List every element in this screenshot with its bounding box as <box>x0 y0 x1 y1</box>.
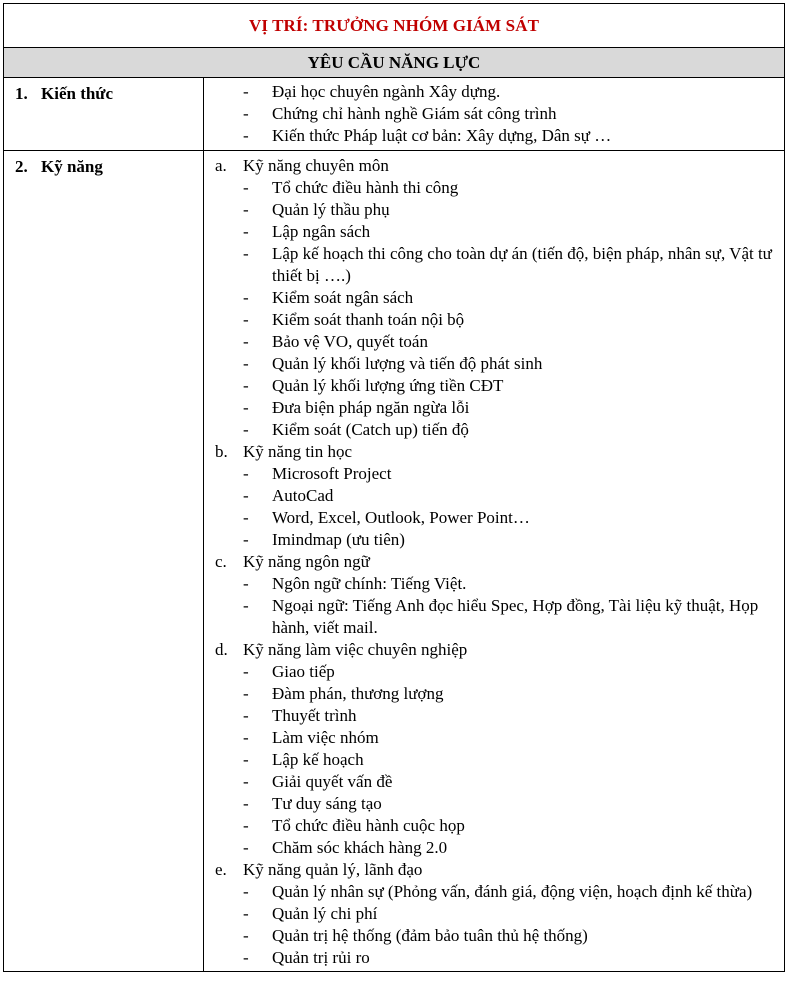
skill-section <box>204 859 784 969</box>
list-item-text: AutoCad <box>272 486 334 505</box>
list-item-text: Quản lý nhân sự (Phỏng vấn, đánh giá, động viện, hoạch định kế thừa) <box>272 882 753 901</box>
dash-bullet-icon: - <box>243 288 249 307</box>
list-item-text: Kiểm soát ngân sách <box>272 288 414 307</box>
list-item <box>204 573 784 595</box>
list-item <box>204 287 784 309</box>
list-item-text: Giải quyết vấn đề <box>272 772 393 791</box>
row-label-text: Kỹ năng <box>41 157 103 176</box>
skill-section-heading: d. Kỹ năng làm việc chuyên nghiệp <box>215 640 468 659</box>
dash-bullet-icon: - <box>243 772 249 791</box>
list-item-text: Đàm phán, thương lượng <box>272 684 444 703</box>
row-content <box>204 151 785 972</box>
list-item <box>204 837 784 859</box>
dash-bullet-icon: - <box>243 222 249 241</box>
list-item <box>204 903 784 925</box>
list-item-text: Lập kế hoạch thi công cho toàn dự án (tiến độ, biện pháp, nhân sự, Vật tư thiết bị ….) <box>272 244 772 285</box>
list-item <box>204 881 784 903</box>
dash-bullet-icon: - <box>243 508 249 527</box>
list-item <box>204 419 784 441</box>
list-item <box>204 793 784 815</box>
list-item-text: Microsoft Project <box>272 464 392 483</box>
dash-bullet-icon: - <box>243 82 249 101</box>
table-row <box>4 151 785 972</box>
list-item-text: Tư duy sáng tạo <box>272 794 382 813</box>
list-item <box>204 925 784 947</box>
dash-bullet-icon: - <box>243 728 249 747</box>
dash-bullet-icon: - <box>243 948 249 967</box>
list-item-text: Đại học chuyên ngành Xây dựng. <box>272 82 501 101</box>
dash-bullet-icon: - <box>243 126 249 145</box>
table-row <box>4 78 785 151</box>
skill-section <box>204 639 784 859</box>
dash-bullet-icon: - <box>243 178 249 197</box>
list-item-text: Kiểm soát (Catch up) tiến độ <box>272 420 469 439</box>
list-item <box>204 485 784 507</box>
dash-bullet-icon: - <box>243 838 249 857</box>
page-title: VỊ TRÍ: TRƯỞNG NHÓM GIÁM SÁT <box>4 4 785 48</box>
row-number: 1. <box>15 84 28 103</box>
list-item <box>204 947 784 969</box>
dash-bullet-icon: - <box>243 486 249 505</box>
dash-bullet-icon: - <box>243 354 249 373</box>
dash-bullet-icon: - <box>243 398 249 417</box>
list-item <box>204 683 784 705</box>
row-number: 2. <box>15 157 28 176</box>
list-item <box>204 243 784 287</box>
skill-section-heading: e. Kỹ năng quản lý, lãnh đạo <box>215 860 423 879</box>
list-item <box>204 353 784 375</box>
list-item-text: Quản lý khối lượng ứng tiền CĐT <box>272 376 504 395</box>
dash-bullet-icon: - <box>243 926 249 945</box>
list-item <box>204 815 784 837</box>
document <box>3 3 784 972</box>
dash-bullet-icon: - <box>243 662 249 681</box>
dash-bullet-icon: - <box>243 684 249 703</box>
list-item-text: Quản lý chi phí <box>272 904 378 923</box>
list-item <box>204 463 784 485</box>
list-item-text: Bảo vệ VO, quyết toán <box>272 332 428 351</box>
list-item-text: Làm việc nhóm <box>272 728 379 747</box>
list-item <box>204 103 784 125</box>
list-item-text: Tổ chức điều hành cuộc họp <box>272 816 465 835</box>
dash-bullet-icon: - <box>243 750 249 769</box>
dash-bullet-icon: - <box>243 530 249 549</box>
list-item <box>204 397 784 419</box>
dash-bullet-icon: - <box>243 794 249 813</box>
list-item-text: Word, Excel, Outlook, Power Point… <box>272 508 530 527</box>
list-item <box>204 727 784 749</box>
dash-bullet-icon: - <box>243 332 249 351</box>
skill-section-heading: a. Kỹ năng chuyên môn <box>215 156 389 175</box>
list-item <box>204 749 784 771</box>
list-item-text: Imindmap (ưu tiên) <box>272 530 405 549</box>
dash-bullet-icon: - <box>243 376 249 395</box>
list-item-text: Kiến thức Pháp luật cơ bản: Xây dựng, Dân sự … <box>272 126 612 145</box>
list-item-text: Chứng chỉ hành nghề Giám sát công trình <box>272 104 557 123</box>
dash-bullet-icon: - <box>243 420 249 439</box>
list-item-text: Chăm sóc khách hàng 2.0 <box>272 838 448 857</box>
list-item <box>204 661 784 683</box>
list-item-text: Quản trị hệ thống (đảm bảo tuân thủ hệ thống) <box>272 926 588 945</box>
skill-section-heading: b. Kỹ năng tin học <box>215 442 353 461</box>
list-item-text: Ngôn ngữ chính: Tiếng Việt. <box>272 574 467 593</box>
list-item <box>204 331 784 353</box>
skill-section <box>204 551 784 639</box>
list-item <box>204 81 784 103</box>
list-item-text: Đưa biện pháp ngăn ngừa lỗi <box>272 398 470 417</box>
row-label-text: Kiến thức <box>41 84 114 103</box>
dash-bullet-icon: - <box>243 882 249 901</box>
row-content <box>204 78 785 151</box>
dash-bullet-icon: - <box>243 904 249 923</box>
list-item-text: Thuyết trình <box>272 706 357 725</box>
dash-bullet-icon: - <box>243 816 249 835</box>
dash-bullet-icon: - <box>243 200 249 219</box>
list-item-text: Quản lý khối lượng và tiến độ phát sinh <box>272 354 543 373</box>
dash-bullet-icon: - <box>243 706 249 725</box>
list-item-text: Giao tiếp <box>272 662 335 681</box>
list-item-text: Lập kế hoạch <box>272 750 364 769</box>
list-item <box>204 177 784 199</box>
row-label <box>4 78 204 151</box>
list-item <box>204 199 784 221</box>
list-item <box>204 507 784 529</box>
list-item <box>204 529 784 551</box>
list-item-text: Tổ chức điều hành thi công <box>272 178 459 197</box>
list-item <box>204 221 784 243</box>
list-item <box>204 705 784 727</box>
list-item-text: Lập ngân sách <box>272 222 371 241</box>
list-item <box>204 771 784 793</box>
dash-bullet-icon: - <box>243 104 249 123</box>
dash-bullet-icon: - <box>243 574 249 593</box>
dash-bullet-icon: - <box>243 310 249 329</box>
dash-bullet-icon: - <box>243 596 249 615</box>
skill-section-heading: c. Kỹ năng ngôn ngữ <box>215 552 370 571</box>
list-item-text: Quản trị rủi ro <box>272 948 370 967</box>
row-label <box>4 151 204 972</box>
dash-bullet-icon: - <box>243 464 249 483</box>
dash-bullet-icon: - <box>243 244 249 263</box>
list-item <box>204 375 784 397</box>
list-item <box>204 595 784 639</box>
list-item <box>204 309 784 331</box>
list-item <box>204 125 784 147</box>
skill-section <box>204 441 784 551</box>
skill-section <box>204 155 784 441</box>
list-item-text: Ngoại ngữ: Tiếng Anh đọc hiểu Spec, Hợp đồng, Tài liệu kỹ thuật, Họp hành, viết mail. <box>272 596 759 637</box>
list-item-text: Quản lý thầu phụ <box>272 200 390 219</box>
competency-table <box>3 3 785 972</box>
section-heading: YÊU CẦU NĂNG LỰC <box>4 48 785 78</box>
list-item-text: Kiểm soát thanh toán nội bộ <box>272 310 465 329</box>
